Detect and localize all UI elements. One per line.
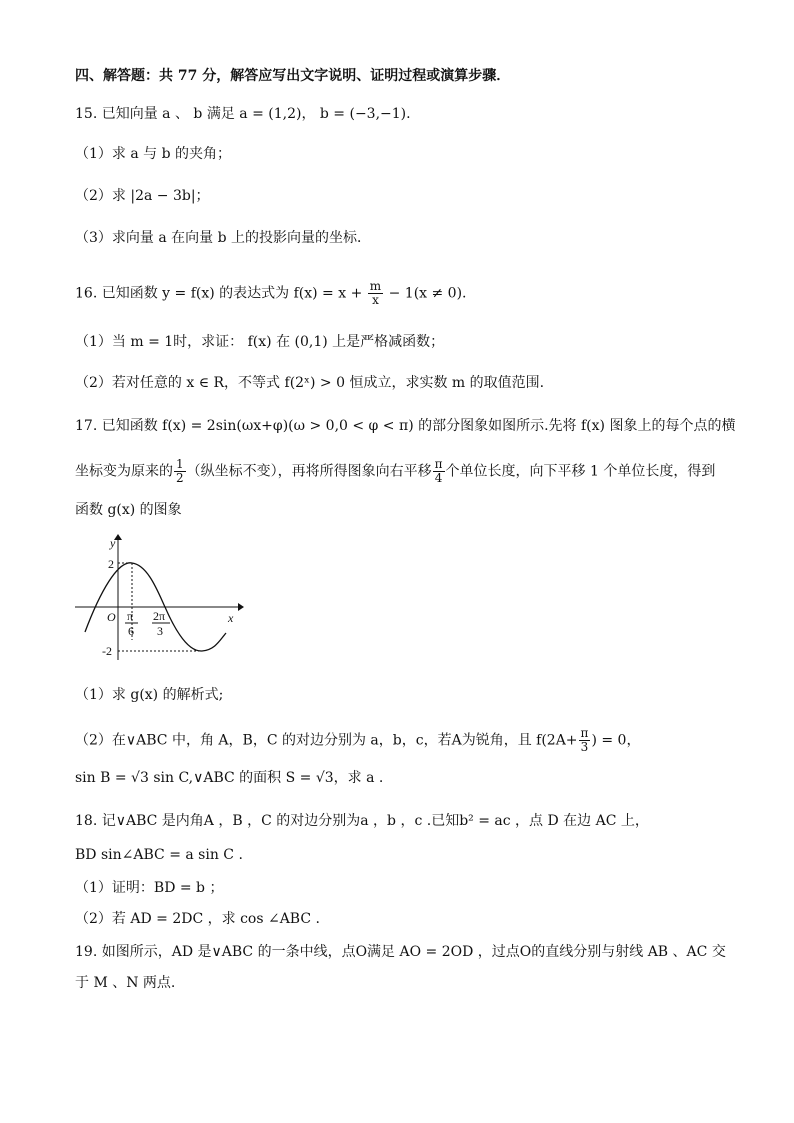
q16-fraction bbox=[368, 280, 383, 307]
q19-stem-line2: 于 M 、N 两点. bbox=[75, 975, 176, 991]
q17-part2 bbox=[75, 727, 640, 754]
q17-p2-fraction bbox=[579, 727, 591, 754]
q17-half-num: 1 bbox=[176, 457, 184, 471]
sine-graph bbox=[70, 532, 245, 662]
q17-p2-b: ) = 0， bbox=[591, 732, 641, 749]
q17-stem-line3: 函数 g(x) 的图象 bbox=[75, 502, 182, 518]
q16-part2: （2）若对任意的 x ∈ R，不等式 f(2ˣ) > 0 恒成立，求实数 m 的取值范围. bbox=[75, 375, 545, 391]
q17-half-fraction bbox=[174, 458, 186, 485]
q18-stem-line2: BD sin∠ABC = a sin C . bbox=[75, 847, 243, 863]
q17-stem2-c: 个单位长度，向下平移 1 个单位长度，得到 bbox=[445, 463, 716, 480]
q16-stem bbox=[75, 280, 467, 307]
q15-part3: （3）求向量 a 在向量 b 上的投影向量的坐标． bbox=[75, 230, 372, 246]
q19-stem-line1: 19. 如图所示，AD 是∨ABC 的一条中线，点O满足 AO = 2OD ，过点O的直线分别与射线 AB 、AC 交 bbox=[75, 944, 726, 960]
x-axis-label: x bbox=[228, 611, 234, 625]
q17-half-den: 2 bbox=[176, 471, 184, 485]
q17-stem-line1: 17. 已知函数 f(x) = 2sin(ωx+φ)(ω > 0,0 < φ < π) 的部分图象如图所示.先将 f(x) 图象上的每个点的横 bbox=[75, 418, 736, 434]
q17-p2-a: （2）在∨ABC 中，角 A，B，C 的对边分别为 a，b，c，若A为锐角，且 f(2A+ bbox=[75, 732, 578, 749]
y-max-label: 2 bbox=[108, 557, 114, 571]
q17-pi4-fraction bbox=[433, 458, 445, 485]
tick-pi-over-6-den: 6 bbox=[128, 624, 134, 638]
q16-stem-a: 16. 已知函数 y = f(x) 的表达式为 f(x) = x + bbox=[75, 285, 367, 302]
q15-part1: （1）求 a 与 b 的夹角； bbox=[75, 146, 232, 162]
q17-part1: （1）求 g(x) 的解析式; bbox=[75, 687, 224, 703]
q17-pi4-num: π bbox=[434, 457, 443, 471]
q18-stem-line1: 18. 记∨ABC 是内角A ，B ，C 的对边分别为a ，b ，c .已知b² = ac ，点 D 在边 AC 上， bbox=[75, 813, 649, 829]
tick-2pi-over-3-num: 2π bbox=[153, 609, 166, 623]
q17-stem2-b: （纵坐标不变），再将所得图象向右平移 bbox=[186, 463, 432, 480]
section-title: 四、解答题：共 77 分，解答应写出文字说明、证明过程或演算步骤． bbox=[75, 68, 511, 84]
origin-label: O bbox=[107, 610, 116, 624]
q17-stem-line2 bbox=[75, 458, 715, 485]
q17-part2-line2: sin B = √3 sin C,∨ABC 的面积 S = √3，求 a . bbox=[75, 770, 384, 786]
q17-p2-den: 3 bbox=[580, 740, 589, 754]
q16-frac-num: m bbox=[369, 279, 382, 293]
q16-stem-b: − 1(x ≠ 0). bbox=[384, 285, 467, 302]
q17-pi4-den: 4 bbox=[434, 471, 443, 485]
q18-part2: （2）若 AD = 2DC ，求 cos ∠ABC . bbox=[75, 911, 320, 927]
tick-pi-over-6-num: π bbox=[127, 609, 134, 623]
q17-stem2-a: 坐标变为原来的 bbox=[75, 463, 173, 480]
tick-2pi-over-3-den: 3 bbox=[157, 624, 163, 638]
q15-part2: （2）求 |2a − 3b|； bbox=[75, 188, 210, 204]
q18-part1: （1）证明：BD = b ； bbox=[75, 880, 224, 896]
q16-part1: （1）当 m = 1时，求证： f(x) 在 (0,1) 上是严格减函数； bbox=[75, 334, 445, 350]
q15-stem: 15. 已知向量 a 、 b 满足 a = (1,2)， b = (−3,−1). bbox=[75, 106, 411, 122]
q16-frac-den: x bbox=[372, 293, 379, 307]
q17-p2-num: π bbox=[580, 726, 589, 740]
y-axis-label: y bbox=[110, 536, 116, 550]
x-axis-arrow bbox=[238, 603, 244, 611]
y-min-label: -2 bbox=[102, 644, 112, 658]
